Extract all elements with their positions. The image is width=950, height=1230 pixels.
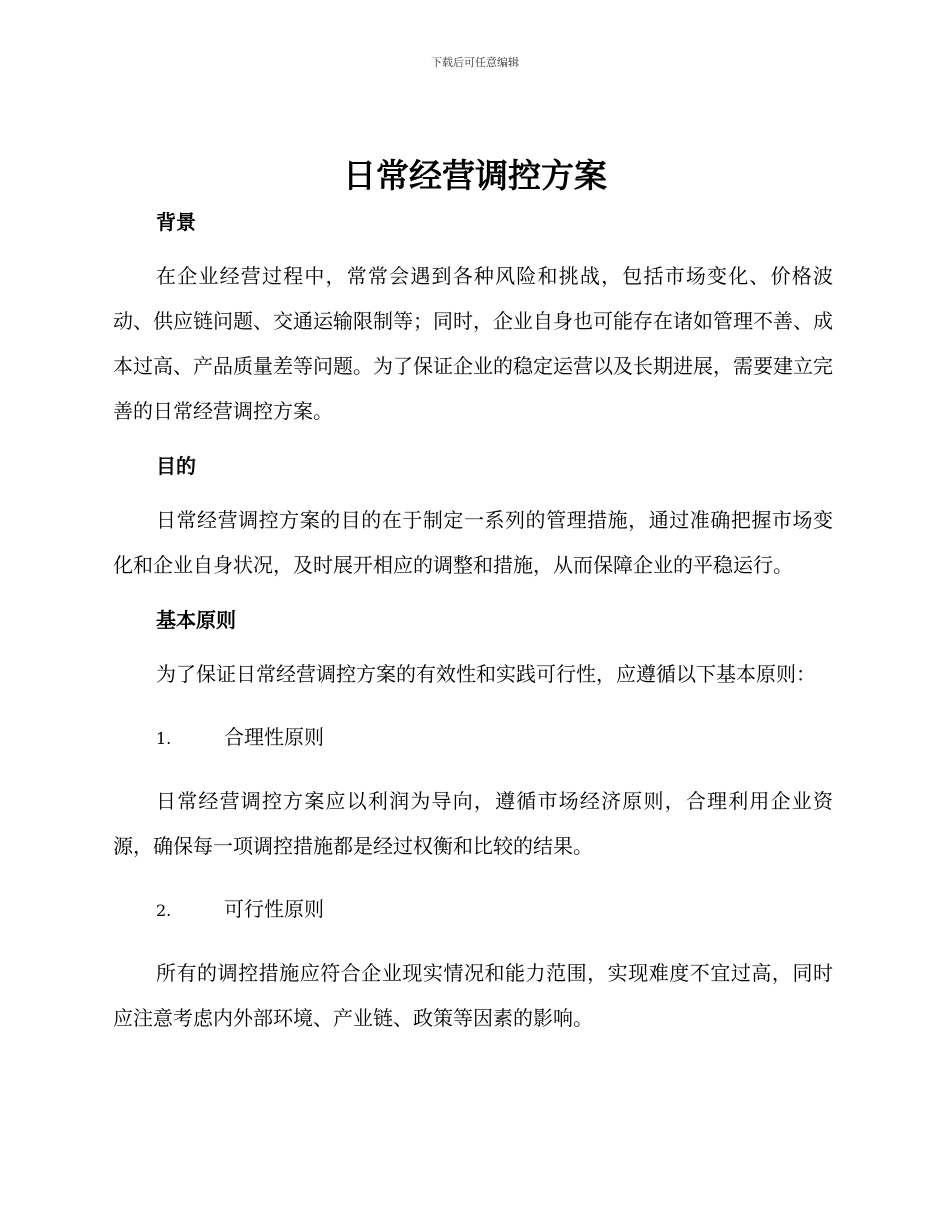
section-paragraph-purpose: 日常经营调控方案的目的在于制定一系列的管理措施，通过准确把握市场变化和企业自身状况，及时展开相应的调整和措施，从而保障企业的平稳运行。 [113,508,833,577]
list-item [113,719,833,757]
document-body [113,204,833,1041]
list-item-paragraph: 所有的调控措施应符合企业现实情况和能力范围，实现难度不宜过高，同时应注意考虑内外部环境、产业链、政策等因素的影响。 [113,961,833,1030]
header-note: 下载后可任意编辑 [431,56,519,69]
list-item [113,891,833,929]
section-heading-principles: 基本原则 [156,608,236,632]
list-item-number: 1. [156,729,172,748]
section-paragraph-background: 在企业经营过程中，常常会遇到各种风险和挑战，包括市场变化、价格波动、供应链问题、交通运输限制等；同时，企业自身也可能存在诸如管理不善、成本过高、产品质量差等问题。为了保证企业的稳定运营以及长期进展，需要建立完善的日常经营调控方案。 [113,264,833,423]
section-heading-background: 背景 [156,210,196,234]
list-item-number: 2. [156,901,172,920]
section-heading-purpose: 目的 [156,454,196,478]
list-item-paragraph: 日常经营调控方案应以利润为导向，遵循市场经济原则，合理利用企业资源，确保每一项调控措施都是经过权衡和比较的结果。 [113,789,833,858]
list-item-label: 合理性原则 [224,725,324,749]
list-item-label: 可行性原则 [224,897,324,921]
document-title: 日常经营调控方案 [343,156,607,195]
section-paragraph-principles-intro: 为了保证日常经营调控方案的有效性和实践可行性，应遵循以下基本原则： [156,662,816,686]
